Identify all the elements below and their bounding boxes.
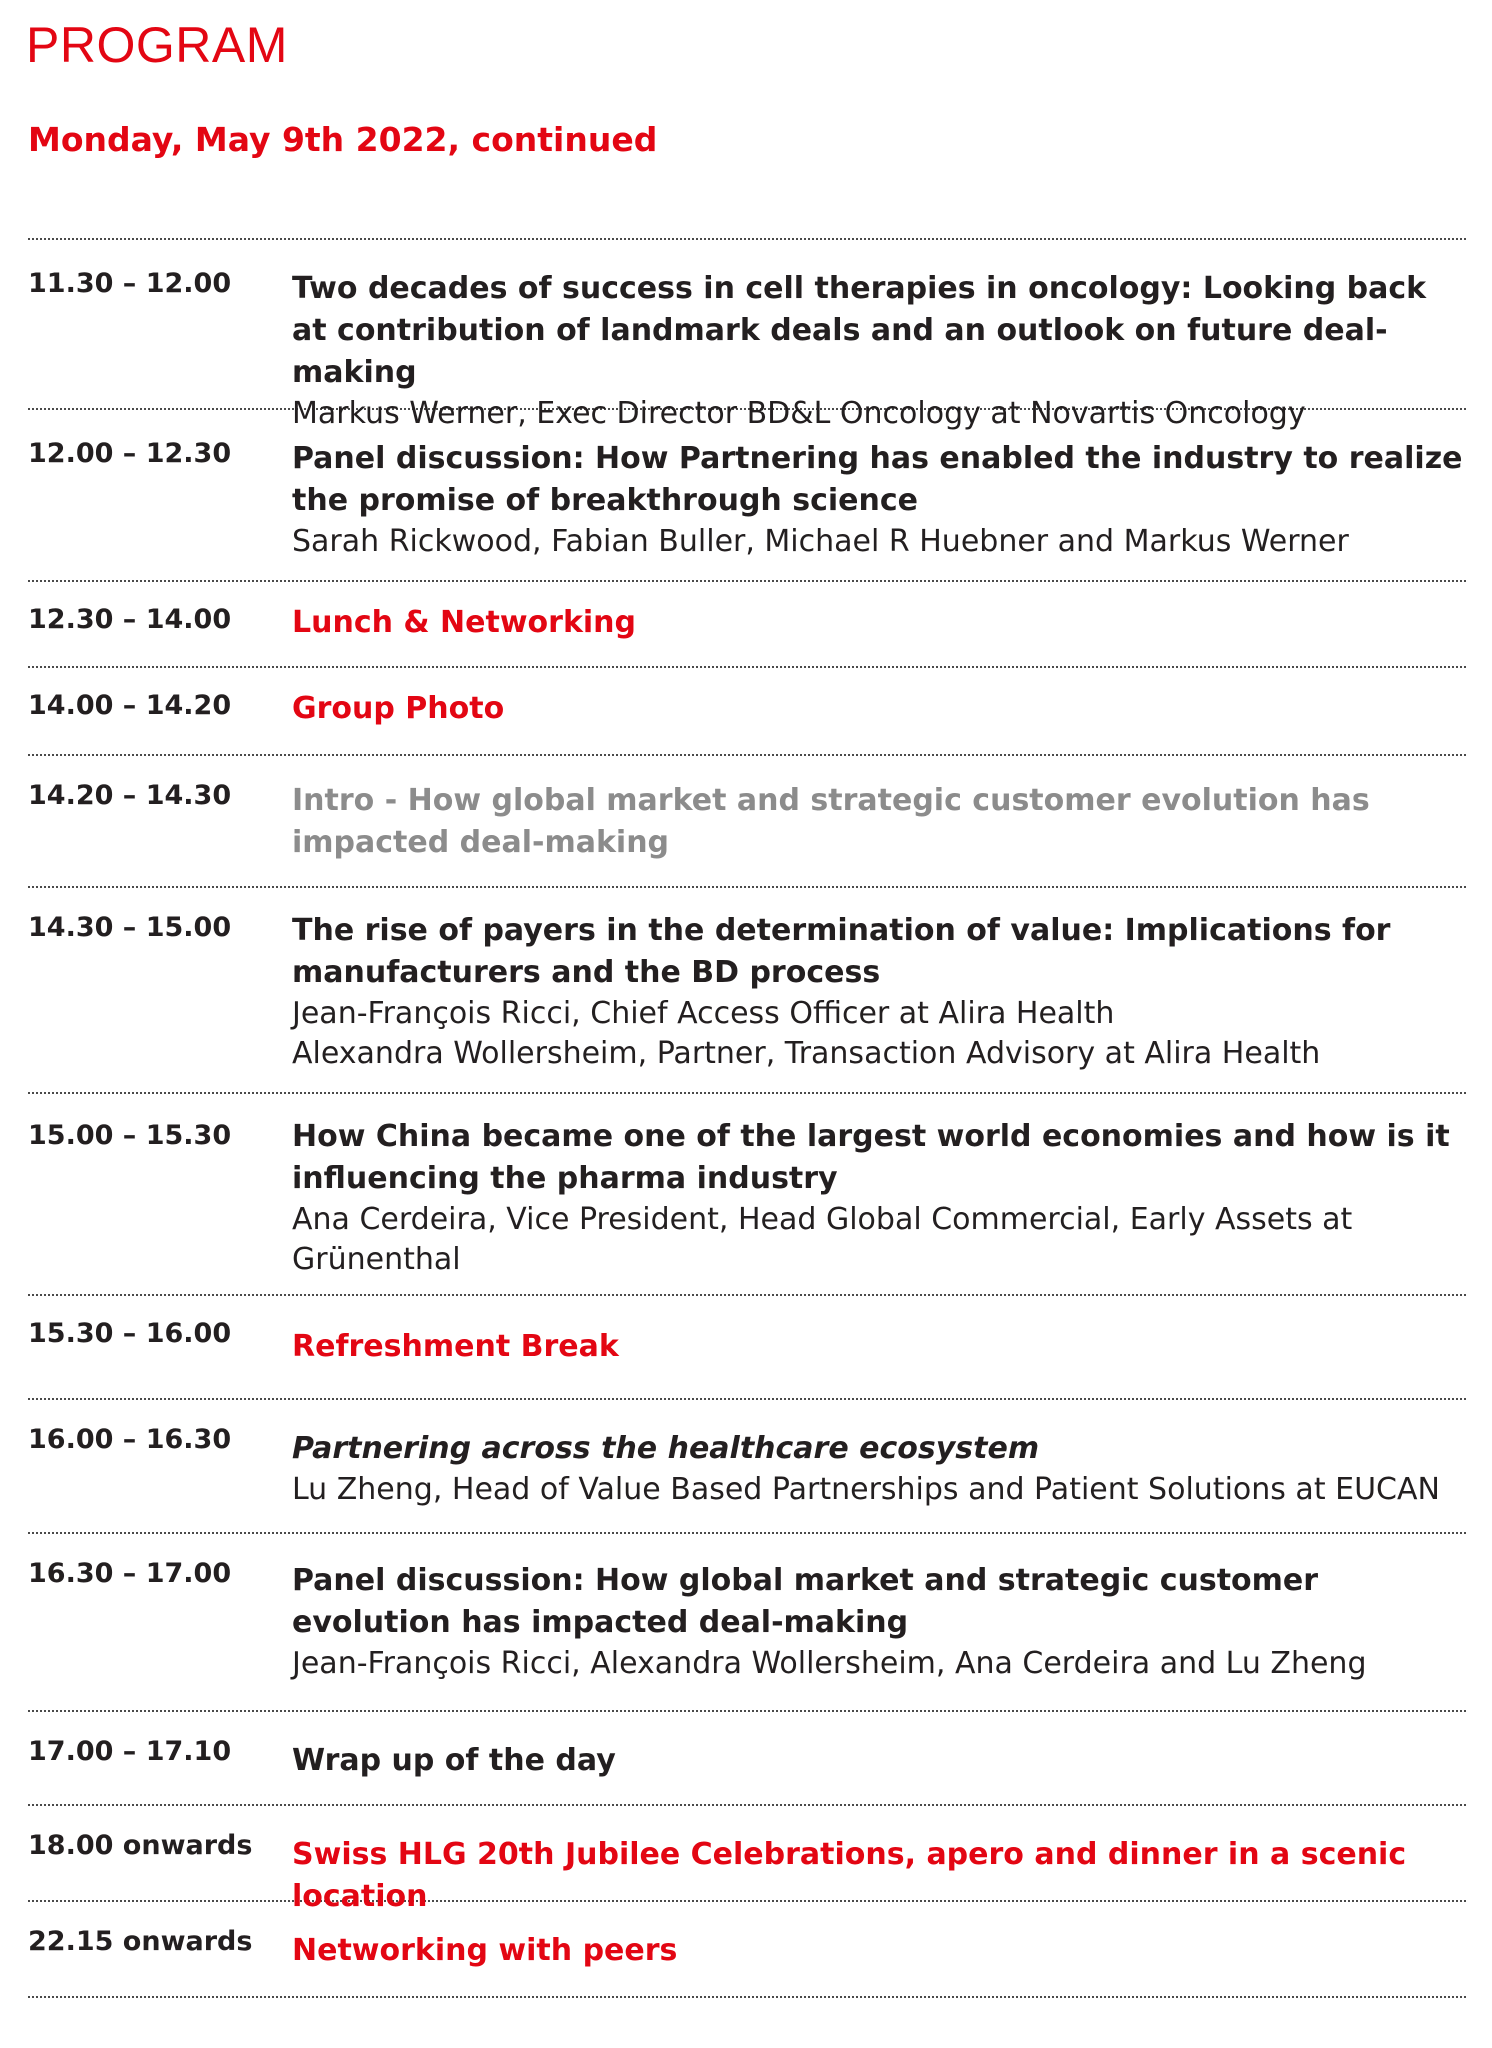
session-title: The rise of payers in the determination of value: Implications for manufacturers and the BD process [292, 913, 1391, 990]
session-title: Wrap up of the day [292, 1743, 616, 1778]
session-title: Lunch & Networking [292, 605, 637, 640]
dotted-divider [28, 1996, 1466, 1998]
session-content [292, 1560, 1466, 1684]
schedule-row [28, 410, 1466, 580]
schedule-row [28, 888, 1466, 1092]
session-speaker: Markus Werner, Exec Director BD&L Oncology at Novartis Oncology [292, 396, 1306, 431]
session-content [292, 688, 1466, 730]
schedule-row [28, 1806, 1466, 1914]
session-time: 16.00 – 16.30 [28, 1424, 232, 1455]
session-content [292, 910, 1466, 1074]
session-time: 14.00 – 14.20 [28, 690, 232, 721]
schedule-row [28, 240, 1466, 431]
session-title: Group Photo [292, 691, 505, 726]
page-heading: PROGRAM [26, 17, 288, 73]
session-title: Two decades of success in cell therapies in oncology: Looking back at contribution of landmark deals and an outlook on future deal-making [292, 271, 1427, 390]
session-title: Partnering across the healthcare ecosystem [292, 1431, 1040, 1466]
session-time: 22.15 onwards [28, 1926, 253, 1957]
session-title: Panel discussion: How Partnering has enabled the industry to realize the promise of breakthrough science [292, 441, 1463, 518]
session-content [292, 780, 1466, 864]
session-title: Panel discussion: How global market and strategic customer evolution has impacted deal-making [292, 1563, 1319, 1640]
session-time: 18.00 onwards [28, 1830, 253, 1861]
session-title: Networking with peers [292, 1933, 678, 1968]
session-time: 14.20 – 14.30 [28, 780, 232, 811]
session-speaker: Alexandra Wollersheim, Partner, Transaction Advisory at Alira Health [292, 1036, 1321, 1071]
schedule-row [28, 1296, 1466, 1398]
session-time: 14.30 – 15.00 [28, 912, 232, 943]
session-content [292, 438, 1466, 562]
schedule-row [28, 668, 1466, 754]
session-speaker: Sarah Rickwood, Fabian Buller, Michael R Huebner and Markus Werner [292, 524, 1349, 559]
session-content [292, 1116, 1466, 1280]
schedule-row [28, 756, 1466, 886]
session-title: Refreshment Break [292, 1329, 619, 1364]
session-content [292, 1740, 1466, 1782]
schedule-row [28, 1712, 1466, 1804]
schedule-row [28, 582, 1466, 666]
session-speaker: Jean-François Ricci, Chief Access Officer at Alira Health [292, 996, 1115, 1031]
session-content [292, 602, 1466, 644]
session-title: How China became one of the largest world economies and how is it influencing the pharma industry [292, 1119, 1450, 1196]
schedule-list [28, 238, 1466, 1998]
session-time: 12.30 – 14.00 [28, 604, 232, 635]
schedule-row [28, 1534, 1466, 1710]
session-title: Intro - How global market and strategic customer evolution has impacted deal-making [292, 783, 1370, 860]
session-title: Swiss HLG 20th Jubilee Celebrations, apero and dinner in a scenic location [292, 1837, 1407, 1914]
session-time: 11.30 – 12.00 [28, 268, 232, 299]
schedule-row [28, 1094, 1466, 1294]
session-time: 15.00 – 15.30 [28, 1120, 232, 1151]
schedule-row [28, 1400, 1466, 1532]
schedule-row [28, 1902, 1466, 1996]
session-time: 15.30 – 16.00 [28, 1318, 232, 1349]
session-content [292, 1428, 1466, 1510]
session-speaker: Ana Cerdeira, Vice President, Head Global Commercial, Early Assets at Grünenthal [292, 1202, 1353, 1277]
day-title: Monday, May 9th 2022, continued [28, 120, 658, 159]
session-time: 17.00 – 17.10 [28, 1736, 232, 1767]
session-content [292, 1930, 1466, 1972]
session-speaker: Lu Zheng, Head of Value Based Partnerships and Patient Solutions at EUCAN [292, 1472, 1440, 1507]
session-time: 12.00 – 12.30 [28, 438, 232, 469]
session-time: 16.30 – 17.00 [28, 1558, 232, 1589]
session-content [292, 1326, 1466, 1368]
session-speaker: Jean-François Ricci, Alexandra Wollersheim, Ana Cerdeira and Lu Zheng [292, 1646, 1367, 1681]
